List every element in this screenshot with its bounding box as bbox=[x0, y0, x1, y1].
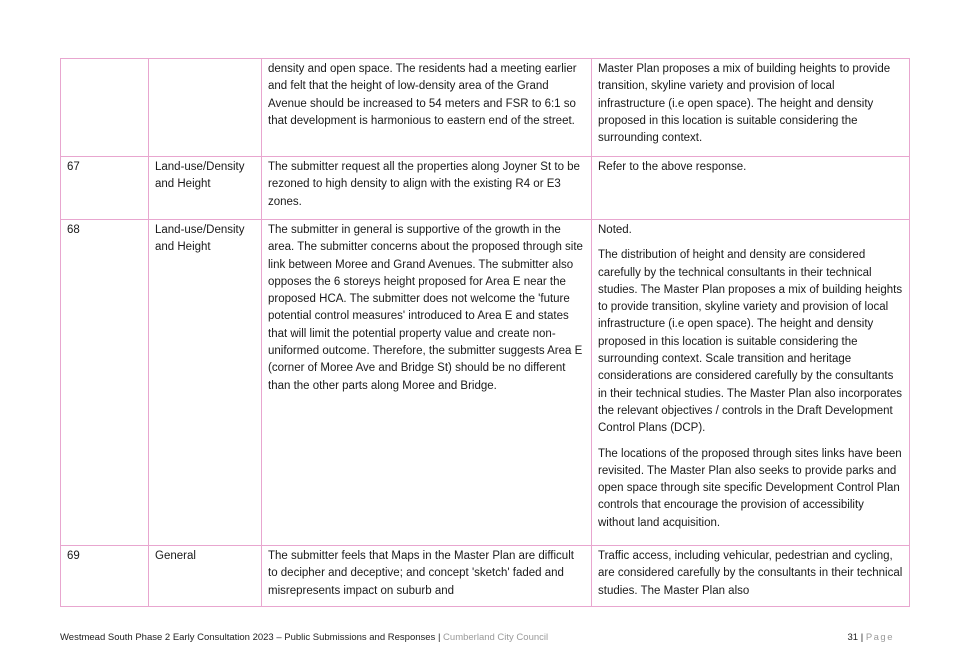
submission-text: The submitter feels that Maps in the Master Plan are difficult to decipher and deceptive; and concept 'sketch' faded and misrepresents impact on suburb and bbox=[262, 546, 592, 607]
table-row bbox=[61, 220, 910, 546]
page-footer bbox=[60, 632, 894, 644]
response-cell bbox=[592, 546, 910, 607]
submission-category: General bbox=[149, 546, 262, 607]
response-text: The distribution of height and density are considered carefully by the technical consultants in their technical studies. The Master Plan proposes a mix of building heights to provide transition, skyline variety and provision of local infrastructure (i.e open space). The height and density proposed in this location is suitable considering the surrounding context. Scale transition and heritage considerations are considered carefully by the consultants in their technical studies. The Master Plan also incorporates the relevant objectives / controls in the Draft Development Control Plans (DCP). bbox=[598, 249, 903, 435]
submission-number bbox=[61, 59, 149, 157]
response-cell bbox=[592, 157, 910, 220]
table-row bbox=[61, 546, 910, 607]
page-label: Page bbox=[865, 632, 894, 643]
response-text: Traffic access, including vehicular, pedestrian and cycling, are considered carefully by the consultants in their technical studies. The Master Plan also bbox=[598, 550, 903, 597]
submission-text: density and open space. The residents had a meeting earlier and felt that the height of low-density area of the Grand Avenue should be increased to 54 meters and FSR to 6:1 so that development is harmonious to eastern end of the street. bbox=[262, 59, 592, 157]
submission-number: 68 bbox=[61, 220, 149, 546]
response-text: Refer to the above response. bbox=[598, 161, 747, 173]
response-text: The locations of the proposed through sites links have been revisited. The Master Plan also seeks to provide parks and open space through site specific Development Control Plan controls that encourage the provision of accessibility without land acquisition. bbox=[598, 447, 902, 529]
response-text: Master Plan proposes a mix of building heights to provide transition, skyline variety and provision of local infrastructure (i.e open space). The height and density proposed in this location is suitable considering the surrounding context. bbox=[598, 63, 891, 145]
submission-category: Land-use/Density and Height bbox=[149, 157, 262, 220]
submission-number: 67 bbox=[61, 157, 149, 220]
submission-category: Land-use/Density and Height bbox=[149, 220, 262, 546]
response-cell bbox=[592, 220, 910, 546]
footer-document-title: Westmead South Phase 2 Early Consultation 2023 – Public Submissions and Responses bbox=[60, 632, 436, 643]
page-number-separator: | bbox=[860, 632, 864, 643]
table-row bbox=[61, 157, 910, 220]
page-number: 31 bbox=[847, 632, 859, 643]
submission-text: The submitter request all the properties along Joyner St to be rezoned to high density to align with the existing R4 or E3 zones. bbox=[262, 157, 592, 220]
submission-category bbox=[149, 59, 262, 157]
submissions-table bbox=[60, 58, 910, 607]
submission-number: 69 bbox=[61, 546, 149, 607]
page-number-block bbox=[847, 632, 894, 644]
submission-text: The submitter in general is supportive of the growth in the area. The submitter concerns about the proposed through site link between Moree and Grand Avenues. The submitter also opposes the 6 storeys height proposed for Area E near the proposed HCA. The submitter does not welcome the 'future potential control measures' introduced to Area E and states that will limit the potential property value and create non-uniformed outcome. Therefore, the submitter suggests Area E (corner of Moree Ave and Bridge St) should be no different than the other parts along Moree and Bridge. bbox=[262, 220, 592, 546]
response-text: Noted. bbox=[598, 224, 632, 236]
response-cell bbox=[592, 59, 910, 157]
table-row bbox=[61, 59, 910, 157]
footer-separator: | bbox=[437, 632, 441, 643]
footer-council-name: Cumberland City Council bbox=[443, 632, 549, 643]
